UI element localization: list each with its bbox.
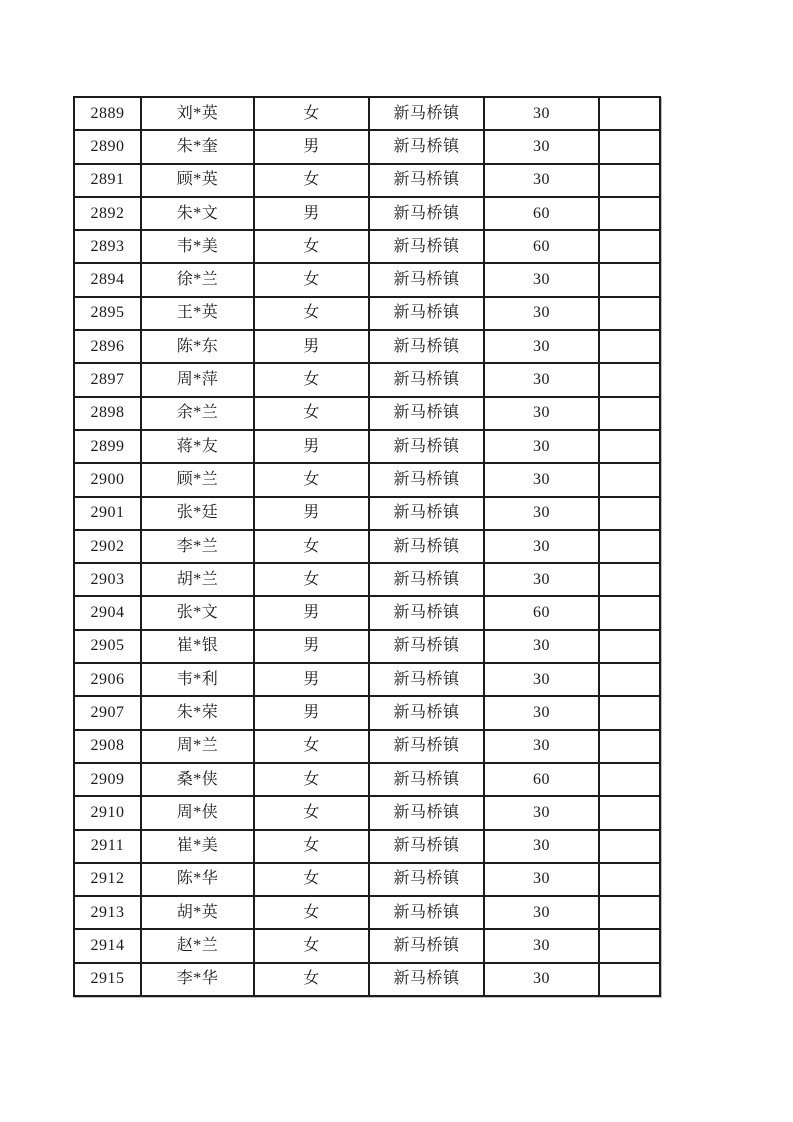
cell-gender: 女 [254, 463, 369, 496]
cell-gender: 女 [254, 563, 369, 596]
cell-amount: 30 [484, 730, 599, 763]
cell-town: 新马桥镇 [369, 297, 484, 330]
cell-blank [599, 97, 660, 130]
cell-gender: 女 [254, 896, 369, 929]
cell-town: 新马桥镇 [369, 363, 484, 396]
cell-name: 顾*英 [141, 164, 254, 197]
cell-blank [599, 130, 660, 163]
cell-id: 2913 [74, 896, 141, 929]
cell-id: 2890 [74, 130, 141, 163]
cell-town: 新马桥镇 [369, 696, 484, 729]
cell-amount: 30 [484, 363, 599, 396]
cell-town: 新马桥镇 [369, 197, 484, 230]
cell-gender: 男 [254, 197, 369, 230]
cell-town: 新马桥镇 [369, 164, 484, 197]
cell-name: 桑*侠 [141, 763, 254, 796]
cell-town: 新马桥镇 [369, 863, 484, 896]
cell-blank [599, 596, 660, 629]
cell-town: 新马桥镇 [369, 230, 484, 263]
cell-blank [599, 363, 660, 396]
cell-gender: 女 [254, 929, 369, 962]
cell-blank [599, 164, 660, 197]
cell-amount: 30 [484, 463, 599, 496]
cell-blank [599, 896, 660, 929]
cell-amount: 30 [484, 263, 599, 296]
beneficiary-table [73, 96, 661, 997]
cell-amount: 60 [484, 596, 599, 629]
cell-id: 2906 [74, 663, 141, 696]
cell-amount: 30 [484, 963, 599, 996]
cell-id: 2901 [74, 497, 141, 530]
cell-gender: 女 [254, 530, 369, 563]
cell-id: 2900 [74, 463, 141, 496]
cell-town: 新马桥镇 [369, 630, 484, 663]
table-row [74, 497, 660, 530]
cell-town: 新马桥镇 [369, 97, 484, 130]
cell-id: 2895 [74, 297, 141, 330]
cell-amount: 60 [484, 197, 599, 230]
cell-name: 顾*兰 [141, 463, 254, 496]
cell-name: 余*兰 [141, 397, 254, 430]
table-row [74, 796, 660, 829]
cell-blank [599, 230, 660, 263]
cell-id: 2904 [74, 596, 141, 629]
cell-gender: 男 [254, 696, 369, 729]
cell-amount: 30 [484, 796, 599, 829]
cell-amount: 30 [484, 497, 599, 530]
table-body [74, 97, 660, 996]
table-row [74, 563, 660, 596]
cell-town: 新马桥镇 [369, 130, 484, 163]
table-row [74, 730, 660, 763]
cell-gender: 女 [254, 297, 369, 330]
cell-town: 新马桥镇 [369, 530, 484, 563]
table-row [74, 763, 660, 796]
table-row [74, 696, 660, 729]
cell-id: 2894 [74, 263, 141, 296]
cell-gender: 男 [254, 630, 369, 663]
cell-blank [599, 663, 660, 696]
cell-name: 周*萍 [141, 363, 254, 396]
cell-gender: 女 [254, 164, 369, 197]
cell-amount: 60 [484, 230, 599, 263]
cell-id: 2891 [74, 164, 141, 197]
cell-gender: 女 [254, 796, 369, 829]
cell-blank [599, 763, 660, 796]
table-row [74, 297, 660, 330]
table-row [74, 929, 660, 962]
cell-town: 新马桥镇 [369, 330, 484, 363]
cell-name: 刘*英 [141, 97, 254, 130]
cell-id: 2896 [74, 330, 141, 363]
cell-amount: 30 [484, 896, 599, 929]
cell-amount: 30 [484, 97, 599, 130]
cell-gender: 女 [254, 963, 369, 996]
document-page [73, 96, 661, 997]
cell-town: 新马桥镇 [369, 963, 484, 996]
table-row [74, 397, 660, 430]
cell-gender: 女 [254, 830, 369, 863]
table-row [74, 596, 660, 629]
table-row [74, 963, 660, 996]
cell-blank [599, 796, 660, 829]
cell-id: 2893 [74, 230, 141, 263]
cell-blank [599, 330, 660, 363]
cell-blank [599, 696, 660, 729]
cell-name: 朱*奎 [141, 130, 254, 163]
cell-town: 新马桥镇 [369, 397, 484, 430]
cell-name: 朱*文 [141, 197, 254, 230]
cell-amount: 60 [484, 763, 599, 796]
cell-gender: 男 [254, 130, 369, 163]
cell-id: 2902 [74, 530, 141, 563]
cell-blank [599, 397, 660, 430]
table-row [74, 230, 660, 263]
cell-blank [599, 830, 660, 863]
cell-name: 崔*银 [141, 630, 254, 663]
cell-town: 新马桥镇 [369, 929, 484, 962]
cell-id: 2912 [74, 863, 141, 896]
cell-amount: 30 [484, 164, 599, 197]
cell-amount: 30 [484, 130, 599, 163]
cell-name: 陈*东 [141, 330, 254, 363]
cell-blank [599, 263, 660, 296]
cell-gender: 男 [254, 663, 369, 696]
table-row [74, 830, 660, 863]
cell-amount: 30 [484, 696, 599, 729]
cell-id: 2892 [74, 197, 141, 230]
cell-id: 2910 [74, 796, 141, 829]
cell-amount: 30 [484, 929, 599, 962]
cell-id: 2911 [74, 830, 141, 863]
cell-name: 朱*荣 [141, 696, 254, 729]
table-row [74, 463, 660, 496]
cell-name: 韦*美 [141, 230, 254, 263]
cell-id: 2914 [74, 929, 141, 962]
cell-town: 新马桥镇 [369, 730, 484, 763]
cell-town: 新马桥镇 [369, 497, 484, 530]
cell-gender: 女 [254, 230, 369, 263]
cell-name: 韦*利 [141, 663, 254, 696]
cell-id: 2907 [74, 696, 141, 729]
table-row [74, 97, 660, 130]
cell-id: 2903 [74, 563, 141, 596]
cell-name: 胡*英 [141, 896, 254, 929]
cell-id: 2905 [74, 630, 141, 663]
cell-town: 新马桥镇 [369, 663, 484, 696]
cell-blank [599, 430, 660, 463]
cell-blank [599, 563, 660, 596]
cell-blank [599, 929, 660, 962]
cell-amount: 30 [484, 830, 599, 863]
cell-id: 2897 [74, 363, 141, 396]
cell-gender: 女 [254, 763, 369, 796]
cell-town: 新马桥镇 [369, 430, 484, 463]
table-row [74, 430, 660, 463]
cell-town: 新马桥镇 [369, 263, 484, 296]
cell-town: 新马桥镇 [369, 563, 484, 596]
cell-gender: 女 [254, 863, 369, 896]
cell-amount: 30 [484, 530, 599, 563]
cell-gender: 男 [254, 430, 369, 463]
cell-town: 新马桥镇 [369, 896, 484, 929]
table-row [74, 263, 660, 296]
cell-amount: 30 [484, 297, 599, 330]
table-row [74, 663, 660, 696]
table-row [74, 630, 660, 663]
cell-blank [599, 963, 660, 996]
cell-amount: 30 [484, 330, 599, 363]
cell-blank [599, 730, 660, 763]
cell-blank [599, 297, 660, 330]
table-row [74, 130, 660, 163]
cell-name: 张*文 [141, 596, 254, 629]
cell-id: 2908 [74, 730, 141, 763]
cell-blank [599, 497, 660, 530]
table-row [74, 197, 660, 230]
cell-id: 2915 [74, 963, 141, 996]
cell-gender: 女 [254, 263, 369, 296]
cell-blank [599, 197, 660, 230]
cell-id: 2899 [74, 430, 141, 463]
cell-name: 崔*美 [141, 830, 254, 863]
cell-amount: 30 [484, 563, 599, 596]
table-row [74, 530, 660, 563]
cell-gender: 男 [254, 596, 369, 629]
cell-name: 李*兰 [141, 530, 254, 563]
cell-blank [599, 530, 660, 563]
table-row [74, 863, 660, 896]
cell-name: 周*侠 [141, 796, 254, 829]
cell-blank [599, 863, 660, 896]
cell-amount: 30 [484, 630, 599, 663]
cell-gender: 女 [254, 363, 369, 396]
cell-amount: 30 [484, 863, 599, 896]
cell-town: 新马桥镇 [369, 763, 484, 796]
table-row [74, 363, 660, 396]
cell-name: 徐*兰 [141, 263, 254, 296]
cell-id: 2909 [74, 763, 141, 796]
cell-gender: 女 [254, 97, 369, 130]
cell-id: 2889 [74, 97, 141, 130]
cell-id: 2898 [74, 397, 141, 430]
cell-name: 陈*华 [141, 863, 254, 896]
table-row [74, 330, 660, 363]
cell-gender: 女 [254, 397, 369, 430]
cell-amount: 30 [484, 663, 599, 696]
cell-name: 王*英 [141, 297, 254, 330]
cell-name: 赵*兰 [141, 929, 254, 962]
cell-gender: 女 [254, 730, 369, 763]
cell-town: 新马桥镇 [369, 830, 484, 863]
table-row [74, 164, 660, 197]
cell-name: 周*兰 [141, 730, 254, 763]
table-row [74, 896, 660, 929]
cell-town: 新马桥镇 [369, 596, 484, 629]
cell-amount: 30 [484, 430, 599, 463]
cell-town: 新马桥镇 [369, 463, 484, 496]
cell-gender: 男 [254, 497, 369, 530]
cell-blank [599, 630, 660, 663]
cell-name: 蒋*友 [141, 430, 254, 463]
cell-town: 新马桥镇 [369, 796, 484, 829]
cell-name: 胡*兰 [141, 563, 254, 596]
cell-gender: 男 [254, 330, 369, 363]
cell-name: 李*华 [141, 963, 254, 996]
cell-amount: 30 [484, 397, 599, 430]
cell-blank [599, 463, 660, 496]
cell-name: 张*廷 [141, 497, 254, 530]
